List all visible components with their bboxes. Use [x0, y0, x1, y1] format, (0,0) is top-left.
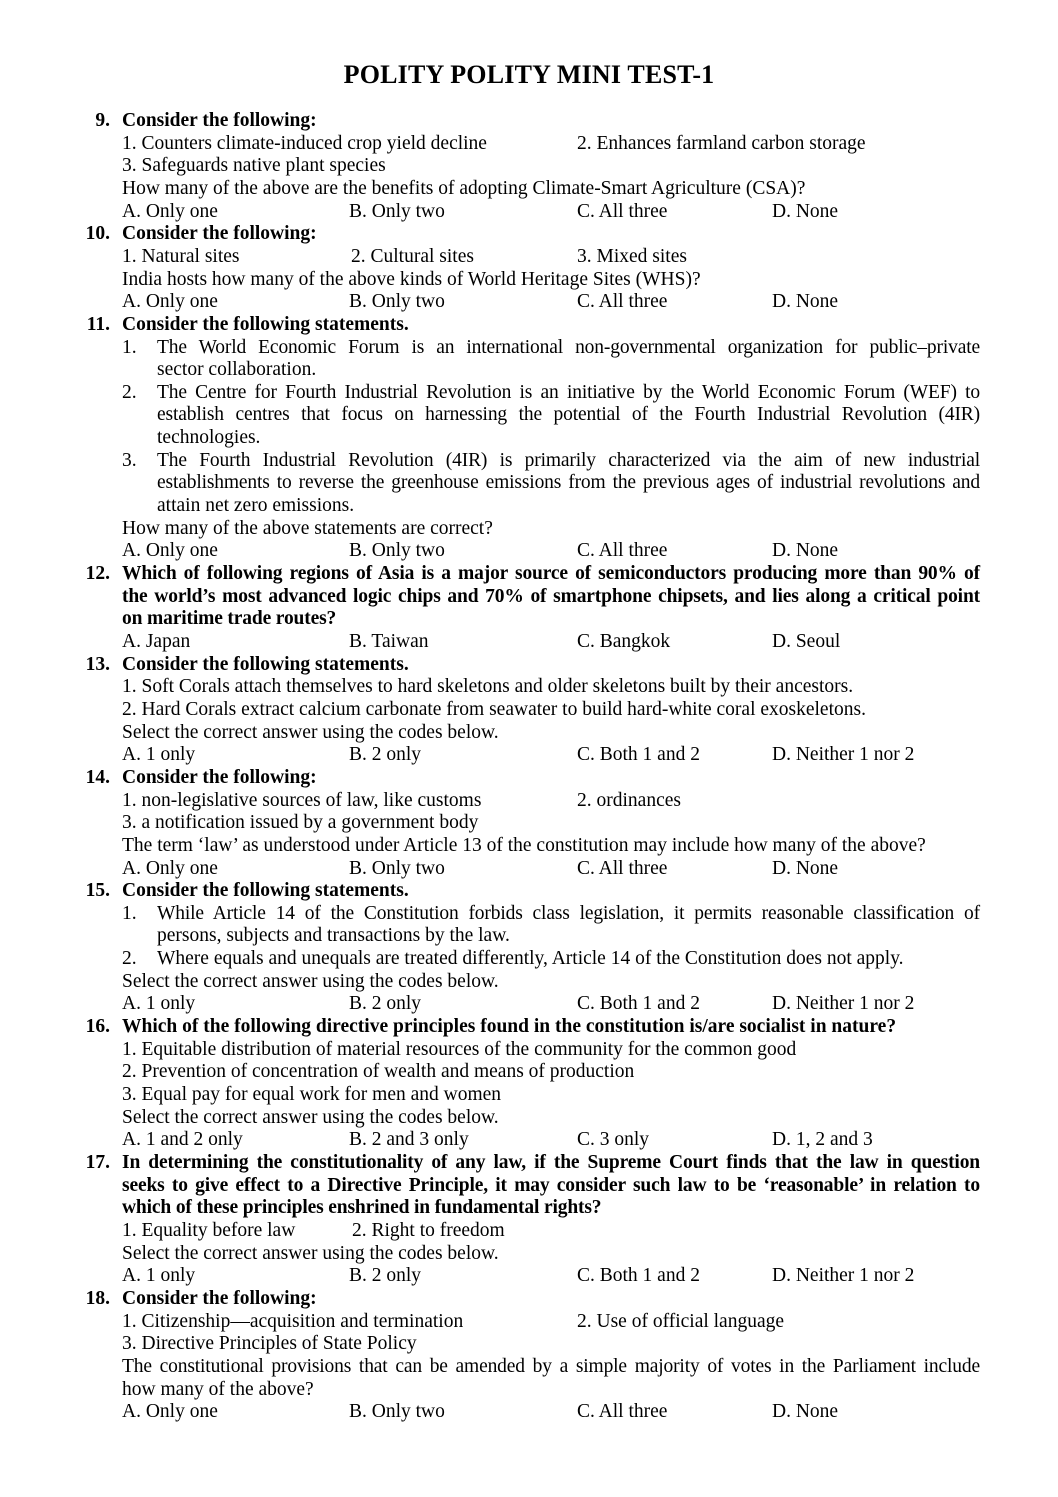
question-14: [85, 767, 980, 880]
item-row: [122, 133, 980, 156]
option-b: B. Only two: [349, 857, 445, 879]
question-header: Consider the following statements.: [122, 313, 409, 335]
question-body: [122, 110, 980, 223]
text-line: 1. Soft Corals attach themselves to hard skeletons and older skeletons built by their ancestors.: [122, 676, 854, 698]
options-row: [122, 993, 980, 1016]
item-row: [122, 1220, 980, 1243]
options-row: [122, 1129, 980, 1152]
statement-line: sector collaboration.: [157, 359, 317, 381]
question-header: Consider the following statements.: [122, 880, 409, 902]
option-b: B. Only two: [349, 291, 445, 313]
text-line: 3. Equal pay for equal work for men and women: [122, 1084, 502, 1106]
statement-line: Where equals and unequals are treated differently, Article 14 of the Constitution does not apply.: [157, 948, 904, 970]
question-body: [122, 880, 980, 1016]
option-a: A. Only one: [122, 540, 218, 562]
option-b: B. 2 only: [349, 993, 422, 1015]
option-d: D. None: [772, 540, 839, 562]
text-line: 1. Equitable distribution of material resources of the community for the common good: [122, 1038, 797, 1060]
options-row: [122, 1265, 980, 1288]
question-header: Consider the following:: [122, 766, 317, 788]
text-line: 3. Safeguards native plant species: [122, 155, 386, 177]
question-header: Which of the following directive principles found in the constitution is/are socialist in nature?: [122, 1016, 897, 1038]
page-title: POLITY POLITY MINI TEST-1: [343, 60, 715, 89]
list-item: 1. non-legislative sources of law, like customs: [122, 789, 482, 811]
option-b: B. Only two: [349, 540, 445, 562]
list-item: 2. Cultural sites: [351, 245, 474, 267]
question-number: 10.: [85, 223, 110, 245]
option-a: A. Japan: [122, 631, 191, 653]
list-item: 2. Use of official language: [577, 1310, 785, 1332]
question-header: Consider the following statements.: [122, 653, 409, 675]
question-body: [122, 1288, 980, 1424]
statement-number: 1.: [122, 336, 137, 358]
options-row: [122, 858, 980, 881]
text-line: 2. Prevention of concentration of wealth and means of production: [122, 1061, 635, 1083]
question-number: 12.: [85, 563, 110, 585]
question-number: 9.: [95, 110, 110, 131]
statement: [122, 382, 980, 450]
option-d: D. None: [772, 291, 839, 313]
question-17: [85, 1152, 980, 1288]
option-c: C. Both 1 and 2: [577, 744, 700, 766]
list-item: 2. ordinances: [577, 789, 681, 811]
list-item: 1. Counters climate-induced crop yield decline: [122, 132, 487, 154]
question-body: [122, 563, 980, 654]
question-number: 15.: [85, 880, 110, 902]
question-11: [85, 314, 980, 563]
option-d: D. None: [772, 200, 839, 222]
question-body: [122, 767, 980, 880]
statement-line: establishments to reverse the greenhouse emissions from the previous ages of industrial revolutions and: [157, 472, 980, 494]
option-a: A. 1 only: [122, 993, 196, 1015]
option-a: A. Only one: [122, 1401, 218, 1423]
list-item: 2. Right to freedom: [352, 1219, 505, 1241]
list-item: 3. Mixed sites: [577, 245, 687, 267]
statement-number: 2.: [122, 381, 137, 403]
text-line: How many of the above statements are correct?: [122, 517, 493, 539]
statement-number: 3.: [122, 449, 137, 471]
option-c: C. All three: [577, 291, 668, 313]
question-number: 17.: [85, 1152, 110, 1174]
list-item: 1. Equality before law: [122, 1219, 296, 1241]
options-row: [122, 201, 980, 224]
option-d: D. 1, 2 and 3: [772, 1129, 873, 1151]
text-line: Select the correct answer using the codes below.: [122, 1242, 499, 1264]
paragraph-line: how many of the above?: [122, 1378, 314, 1400]
text-line: India hosts how many of the above kinds of World Heritage Sites (WHS)?: [122, 268, 701, 290]
option-a: A. Only one: [122, 200, 218, 222]
question-header: Consider the following:: [122, 1287, 317, 1309]
option-b: B. Taiwan: [349, 631, 429, 653]
statement-line: The Fourth Industrial Revolution (4IR) is primarily characterized via the aim of new industrial: [157, 449, 980, 471]
option-b: B. Only two: [349, 1401, 445, 1423]
statement-line: technologies.: [157, 427, 261, 449]
statement-text: [157, 948, 980, 971]
question-body: [122, 1152, 980, 1288]
text-line: The term ‘law’ as understood under Article 13 of the constitution may include how many of the above?: [122, 834, 926, 856]
question-header: Consider the following:: [122, 110, 317, 131]
option-d: D. None: [772, 857, 839, 879]
question-header: Consider the following:: [122, 223, 317, 245]
statement-text: [157, 903, 980, 948]
question-body: [122, 654, 980, 767]
paragraph-line: on maritime trade routes?: [122, 608, 337, 630]
item-row: [122, 246, 980, 269]
option-c: C. Both 1 and 2: [577, 993, 700, 1015]
text-line: Select the correct answer using the codes below.: [122, 721, 499, 743]
option-b: B. 2 only: [349, 744, 422, 766]
option-d: D. None: [772, 1401, 839, 1423]
statement-number: 2.: [122, 948, 137, 970]
option-c: C. All three: [577, 857, 668, 879]
list-item: 1. Natural sites: [122, 245, 240, 267]
question-number: 11.: [86, 313, 110, 335]
question-number: 18.: [85, 1287, 110, 1309]
statement-line: attain net zero emissions.: [157, 495, 355, 517]
question-18: [85, 1288, 980, 1424]
statement: [122, 450, 980, 518]
option-c: C. All three: [577, 540, 668, 562]
text-line: How many of the above are the benefits of adopting Climate-Smart Agriculture (CSA)?: [122, 177, 806, 199]
statement-text: [157, 337, 980, 382]
paragraph-line: which of these principles enshrined in fundamental rights?: [122, 1197, 602, 1219]
statement: [122, 948, 980, 971]
question-number: 13.: [85, 653, 110, 675]
text-line: 3. a notification issued by a government body: [122, 812, 479, 834]
options-row: [122, 631, 980, 654]
question-body: [122, 223, 980, 314]
item-row: [122, 1311, 980, 1334]
option-c: C. All three: [577, 1401, 668, 1423]
option-d: D. Neither 1 nor 2: [772, 744, 915, 766]
text-line: 2. Hard Corals extract calcium carbonate from seawater to build hard-white coral exoskeletons.: [122, 698, 866, 720]
statement-line: The Centre for Fourth Industrial Revolution is an initiative by the World Economic Forum (WEF) to: [157, 381, 980, 403]
item-row: [122, 790, 980, 813]
question-13: [85, 654, 980, 767]
option-a: A. 1 only: [122, 1265, 196, 1287]
options-row: [122, 744, 980, 767]
question-body: [122, 1016, 980, 1152]
statement-text: [157, 382, 980, 450]
statement-line: persons, subjects and transactions by the law.: [157, 925, 510, 947]
paragraph-line: the world’s most advanced logic chips and 70% of smartphone chipsets, and lies along a critical point: [122, 585, 980, 607]
option-c: C. All three: [577, 200, 668, 222]
text-line: Select the correct answer using the codes below.: [122, 1106, 499, 1128]
question-number: 16.: [85, 1016, 110, 1038]
options-row: [122, 291, 980, 314]
paragraph-line: Which of following regions of Asia is a major source of semiconductors producing more than 90% of: [122, 563, 980, 585]
option-b: B. 2 and 3 only: [349, 1129, 469, 1151]
options-row: [122, 1401, 980, 1424]
questions-list: [0, 110, 980, 1424]
option-d: D. Seoul: [772, 631, 841, 653]
option-a: A. 1 only: [122, 744, 196, 766]
options-row: [122, 540, 980, 563]
statement: [122, 903, 980, 948]
question-12: [85, 563, 980, 654]
list-item: 2. Enhances farmland carbon storage: [577, 132, 866, 154]
statement-text: [157, 450, 980, 518]
text-line: 3. Directive Principles of State Policy: [122, 1333, 417, 1355]
statement-number: 1.: [122, 902, 137, 924]
statement-line: establish centres that focus on harnessing the potential of the Fourth Industrial Revolution (4IR): [157, 404, 980, 426]
question-15: [85, 880, 980, 1016]
paragraph-line: In determining the constitutionality of any law, if the Supreme Court finds that the law in question: [122, 1152, 980, 1174]
option-c: C. 3 only: [577, 1129, 650, 1151]
option-c: C. Bangkok: [577, 631, 671, 653]
option-b: B. 2 only: [349, 1265, 422, 1287]
question-body: [122, 314, 980, 563]
list-item: 1. Citizenship—acquisition and termination: [122, 1310, 464, 1332]
statement-line: The World Economic Forum is an international non-governmental organization for public–private: [157, 336, 980, 358]
option-a: A. Only one: [122, 291, 218, 313]
option-a: A. Only one: [122, 857, 218, 879]
option-d: D. Neither 1 nor 2: [772, 993, 915, 1015]
statement: [122, 337, 980, 382]
paragraph-line: The constitutional provisions that can be amended by a simple majority of votes in the Parliament include: [122, 1355, 980, 1377]
option-a: A. 1 and 2 only: [122, 1129, 243, 1151]
text-line: Select the correct answer using the codes below.: [122, 970, 499, 992]
statement-line: While Article 14 of the Constitution forbids class legislation, it permits reasonable classification of: [157, 902, 980, 924]
option-b: B. Only two: [349, 200, 445, 222]
option-c: C. Both 1 and 2: [577, 1265, 700, 1287]
paragraph-line: seeks to give effect to a Directive Principle, it may consider such law to be ‘reasonable’ in relation to: [122, 1174, 980, 1196]
question-number: 14.: [85, 766, 110, 788]
option-d: D. Neither 1 nor 2: [772, 1265, 915, 1287]
question-9: [85, 110, 980, 223]
question-10: [85, 223, 980, 314]
question-16: [85, 1016, 980, 1152]
